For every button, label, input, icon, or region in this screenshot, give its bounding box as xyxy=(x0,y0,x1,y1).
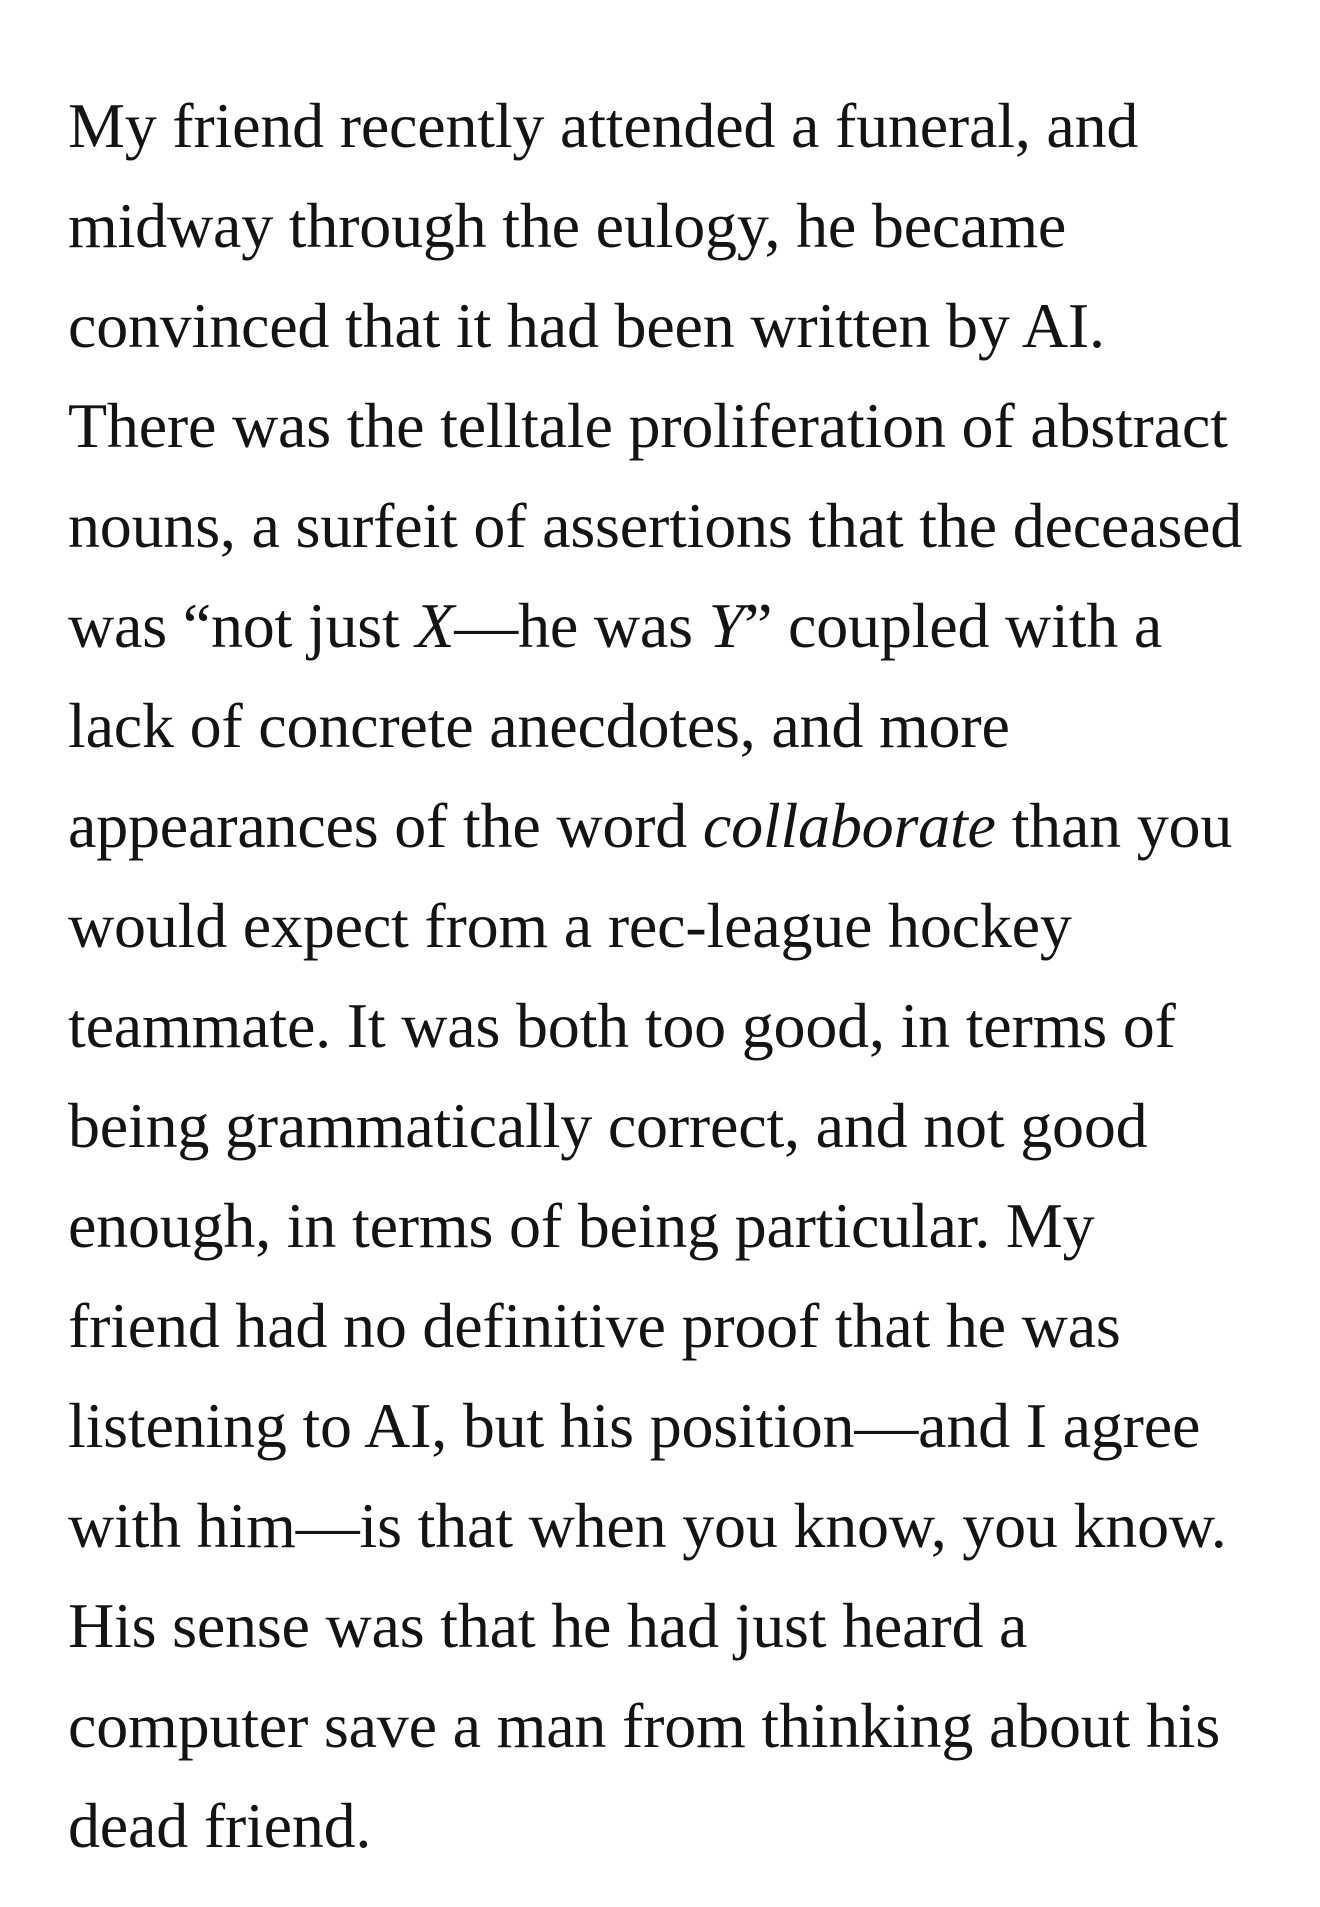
paragraph-line: listening to AI, but his position—and I agree xyxy=(68,1390,1201,1461)
text-run: ” coupled with a xyxy=(744,590,1163,661)
paragraph-line: with him—is that when you know, you know. xyxy=(68,1490,1227,1561)
text-run: than you xyxy=(995,790,1233,861)
paragraph-line xyxy=(68,776,1268,876)
paragraph-line: There was the telltale proliferation of abstract xyxy=(68,390,1228,461)
paragraph-line: teammate. It was both too good, in terms of xyxy=(68,990,1176,1061)
text-run: —he was xyxy=(454,590,709,661)
italic-x: X xyxy=(415,590,455,661)
paragraph-line: being grammatically correct, and not good xyxy=(68,1090,1148,1161)
paragraph-line xyxy=(68,576,1268,676)
paragraph-line: convinced that it had been written by AI. xyxy=(68,290,1105,361)
article-paragraph xyxy=(68,76,1268,1876)
paragraph-line: computer save a man from thinking about his xyxy=(68,1690,1221,1761)
paragraph-line: lack of concrete anecdotes, and more xyxy=(68,690,1010,761)
text-run: was “not just xyxy=(68,590,416,661)
paragraph-line: would expect from a rec-league hockey xyxy=(68,890,1072,961)
text-run: appearances of the word xyxy=(68,790,703,861)
paragraph-line: His sense was that he had just heard a xyxy=(68,1590,1028,1661)
paragraph-line: midway through the eulogy, he became xyxy=(68,190,1067,261)
paragraph-line: nouns, a surfeit of assertions that the deceased xyxy=(68,490,1243,561)
paragraph-line: friend had no definitive proof that he was xyxy=(68,1290,1121,1361)
paragraph-line: enough, in terms of being particular. My xyxy=(68,1190,1095,1261)
italic-y: Y xyxy=(708,590,745,661)
paragraph-line: My friend recently attended a funeral, and xyxy=(68,90,1139,161)
paragraph-line: dead friend. xyxy=(68,1790,372,1861)
italic-collaborate: collaborate xyxy=(702,790,996,861)
